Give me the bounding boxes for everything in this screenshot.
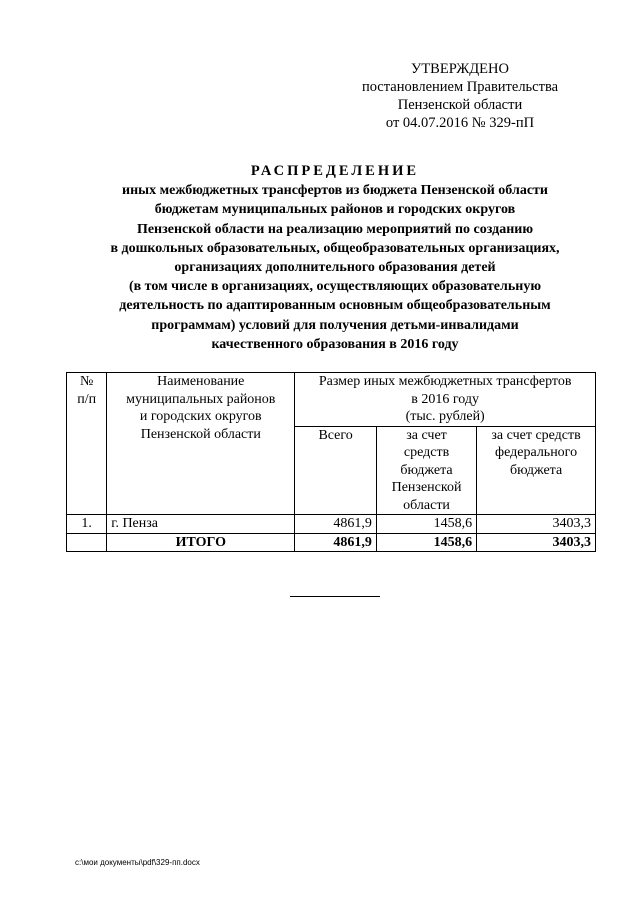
header-text: и городских округов	[139, 409, 262, 424]
header-text: за счет средств	[491, 427, 581, 443]
title-line: (в том числе в организациях, осуществляющих образовательную	[128, 279, 542, 295]
col-header-regional	[376, 426, 476, 515]
title-line: бюджетам муниципальных районов и городских округов	[154, 202, 516, 218]
table-row	[67, 515, 596, 534]
approval-region: Пензенской области	[397, 97, 523, 113]
total-label: ИТОГО	[107, 533, 295, 552]
header-text: (тыс. рублей)	[405, 409, 485, 424]
header-text: федерального	[495, 445, 578, 460]
row-regional: 1458,6	[376, 515, 476, 534]
header-text: бюджета	[400, 462, 453, 478]
distribution-table	[66, 372, 596, 552]
col-header-total	[295, 426, 377, 515]
title-line: организациях дополнительного образования детей	[174, 260, 496, 276]
col-header-federal	[477, 426, 596, 515]
row-total: 4861,9	[295, 515, 377, 534]
table-header-row	[67, 373, 596, 427]
separator-line	[290, 596, 380, 597]
header-text: муниципальных районов	[126, 391, 276, 407]
header-text: Пензенской области	[140, 426, 261, 442]
table-total-row	[67, 533, 596, 552]
file-path: c:\мои документы\pdf\329-пп.docx	[75, 858, 200, 867]
col-header-name	[107, 373, 295, 515]
total-federal: 3403,3	[477, 533, 596, 552]
col-header-number	[67, 373, 107, 515]
total-sum: 4861,9	[295, 533, 377, 552]
header-text: Всего	[318, 427, 353, 443]
approval-block	[360, 60, 560, 132]
col-header-size	[295, 373, 596, 427]
title-line: иных межбюджетных трансфертов из бюджета Пензенской области	[122, 183, 548, 199]
header-text: №	[79, 374, 94, 389]
approval-label: УТВЕРЖДЕНО	[411, 61, 509, 77]
total-regional: 1458,6	[376, 533, 476, 552]
row-number: 1.	[67, 515, 107, 534]
header-text: средств	[403, 445, 450, 460]
total-number	[67, 533, 107, 552]
header-text: в 2016 году	[411, 391, 480, 407]
header-text: Пензенской	[391, 480, 462, 495]
approval-date: от 04.07.2016 № 329-пП	[385, 115, 535, 131]
title-line: в дошкольных образовательных, общеобразовательных организациях,	[110, 240, 560, 256]
document-title	[70, 162, 600, 354]
header-text: п/п	[77, 391, 97, 407]
title-line: программам) условий для получения детьми-инвалидами	[151, 317, 519, 333]
header-text: Размер иных межбюджетных трансфертов	[318, 374, 572, 389]
row-name: г. Пенза	[107, 515, 295, 534]
header-text: бюджета	[509, 462, 563, 478]
title-line: Пензенской области на реализацию мероприятий по созданию	[136, 221, 534, 237]
title-line: качественного образования в 2016 году	[211, 336, 459, 352]
title-heading: РАСПРЕДЕЛЕНИЕ	[250, 163, 420, 179]
header-text: Наименование	[157, 374, 245, 389]
header-text: области	[403, 497, 450, 513]
row-federal: 3403,3	[477, 515, 596, 534]
header-text: за счет	[406, 427, 447, 443]
approval-decree: постановлением Правительства	[361, 79, 559, 95]
title-line: деятельность по адаптированным основным общеобразовательным	[119, 298, 551, 314]
